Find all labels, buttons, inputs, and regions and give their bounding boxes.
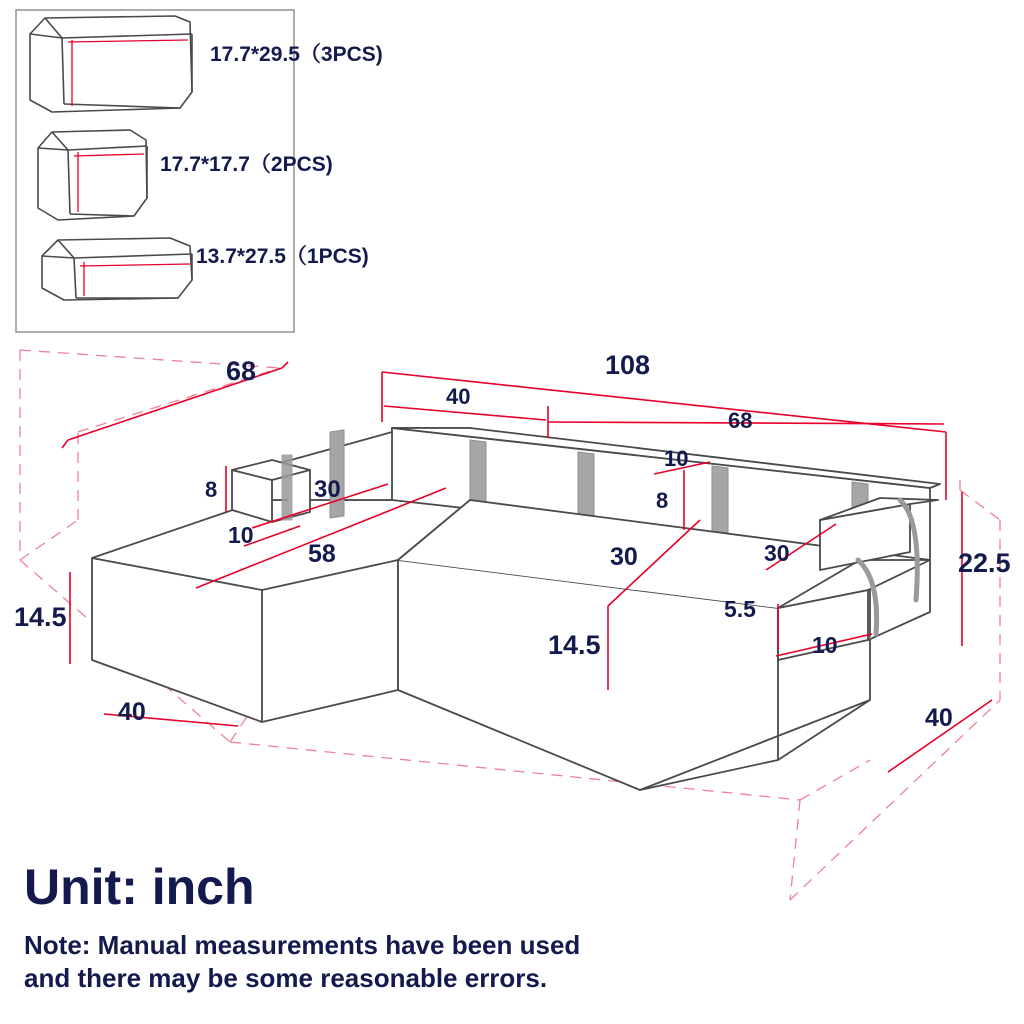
note-line-2: and there may be some reasonable errors.: [24, 963, 548, 993]
pillow-large-dimension-lines: [66, 40, 188, 106]
dim-armrest-gap-right: 10: [664, 446, 689, 471]
dim-backrest-depth-right: 30: [764, 540, 790, 566]
legend-label-pillow-square: 17.7*17.7（2PCS): [160, 153, 333, 176]
dim-seat-left-top: 40: [446, 384, 471, 409]
dim-armrest-width-right: 10: [812, 632, 838, 658]
pillow-square-icon: [38, 130, 147, 220]
dim-overall-height: 22.5: [958, 548, 1011, 578]
dim-armrest-width-left: 10: [228, 522, 254, 548]
dim-backrest-depth-left: 30: [314, 476, 341, 503]
note-line-1: Note: Manual measurements have been used: [24, 930, 581, 960]
pillow-square-dimension-lines: [74, 152, 144, 212]
unit-text: Unit: inch: [24, 859, 255, 915]
dim-seat-depth-left: 40: [118, 698, 146, 726]
pillow-large-icon: [30, 16, 192, 112]
dim-seat-height-right: 14.5: [548, 630, 601, 660]
legend-label-pillow-large: 17.7*29.5（3PCS): [210, 43, 383, 66]
dim-length-total: 108: [605, 350, 651, 380]
pillow-lumbar-dimension-lines: [80, 262, 190, 296]
dim-armrest-height-right: 5.5: [724, 596, 756, 622]
dim-seat-width-left: 58: [308, 540, 336, 568]
legend-label-pillow-lumbar: 13.7*27.5（1PCS): [196, 245, 369, 268]
dim-backrest-depth-mid: 30: [610, 543, 638, 571]
dim-backrest-height-small: 8: [205, 477, 218, 502]
pillow-lumbar-icon: [42, 238, 192, 300]
dim-seat-right-top: 68: [728, 408, 753, 433]
dim-seat-depth-right: 40: [925, 704, 953, 732]
dim-depth-left: 68: [226, 356, 257, 386]
dim-backrest-height-right: 8: [656, 488, 669, 513]
dim-height-left: 14.5: [14, 602, 67, 632]
